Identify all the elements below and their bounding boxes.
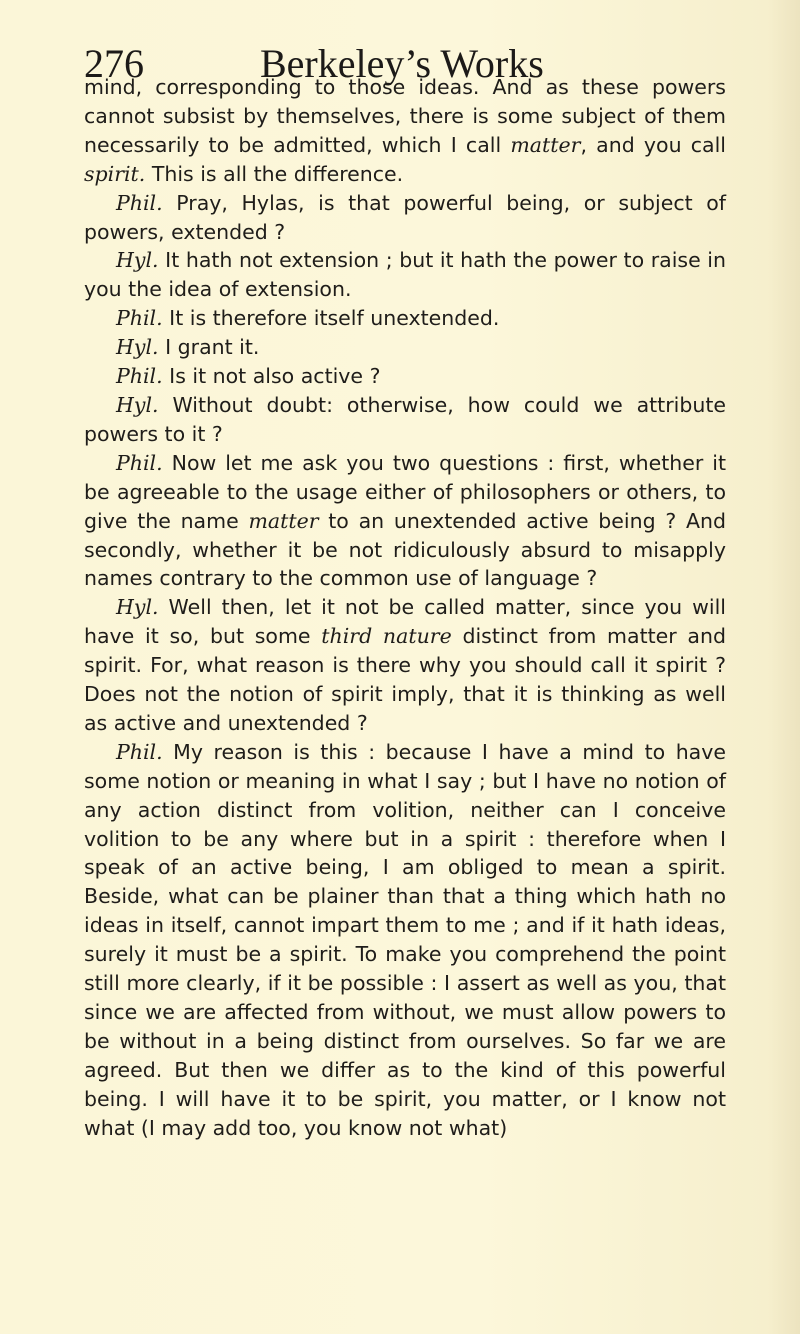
paragraph	[84, 189, 726, 247]
text-run: This is all the difference.	[145, 161, 404, 186]
speaker-label: Phil.	[116, 450, 163, 475]
speaker-label: Phil.	[116, 364, 163, 389]
paragraph	[84, 246, 726, 304]
speaker-label: Phil.	[116, 306, 163, 331]
speaker-label: Hyl.	[116, 595, 159, 620]
text-run: distinct from matter and spirit. For, what reason is there why you should call it spirit ? Does not the notion of spirit imply, that it is thinking as well as active and unextended ?	[84, 624, 727, 735]
speaker-label: Phil.	[116, 739, 163, 764]
speaker-label: Hyl.	[116, 335, 159, 360]
paragraph	[84, 333, 726, 362]
speaker-label: Hyl.	[116, 392, 159, 417]
text-run: mind, corresponding to those ideas. And as these powers cannot subsist by themselves, there is some subject of them necessarily to be admitted, which I call	[84, 75, 726, 157]
text-run: My reason is this : because I have a mind to have some notion or meaning in what I say ; but I have no notion of any action distinct from volition, neither can I conceive volition to be any where but in a spirit : therefore when I speak of an active being, I am obliged to mean a spirit. Beside, what can be plainer than that a thing which hath no ideas in itself, cannot impart them to me ; and if it hath ideas, surely it must be a spirit. To make you comprehend the point still more clearly, if it be possible : I assert as well as you, that since we are affected from without, we must allow powers to be without in a being distinct from ourselves. So far we are agreed. But then we differ as to the kind of this powerful being. I will have it to be spirit, you matter, or I know not what (I may add too, you know not what)	[84, 739, 726, 1140]
running-title: Berkeley’s Works	[260, 41, 544, 86]
paragraph	[84, 449, 726, 594]
text-run: , and you call	[580, 132, 726, 157]
emphasis-text: matter	[510, 132, 581, 157]
paragraph	[84, 362, 726, 391]
text-run: to an unextended active being ? And secondly, whether it be not ridiculously absurd to misapply names contrary to the common use of language ?	[84, 508, 726, 591]
text-run: Without doubt: otherwise, how could we attribute powers to it ?	[84, 392, 726, 446]
text-run: Pray, Hylas, is that powerful being, or subject of powers, extended ?	[84, 190, 726, 244]
text-run: Is it not also active ?	[162, 364, 381, 389]
page-number: 276	[84, 41, 144, 86]
text-run: It hath not extension ; but it hath the power to raise in you the idea of extension.	[84, 248, 726, 302]
emphasis-text: third nature	[321, 624, 452, 649]
speaker-label: Phil.	[116, 190, 163, 215]
text-run: It is therefore itself unextended.	[162, 306, 500, 331]
emphasis-text: spirit.	[84, 161, 146, 186]
paragraph	[84, 304, 726, 333]
emphasis-text: matter	[248, 508, 319, 533]
paragraph	[84, 738, 726, 1143]
paragraph	[84, 593, 726, 738]
text-run: Well then, let it not be called matter, since you will have it so, but some	[84, 595, 726, 649]
speaker-label: Hyl.	[116, 248, 159, 273]
paragraph	[84, 73, 726, 189]
body-text	[84, 73, 726, 1143]
text-run: I grant it.	[158, 335, 260, 360]
paragraph	[84, 391, 726, 449]
text-run: Now let me ask you two questions : first, whether it be agreeable to the usage either of philosophers or others, to give the name	[84, 450, 726, 533]
